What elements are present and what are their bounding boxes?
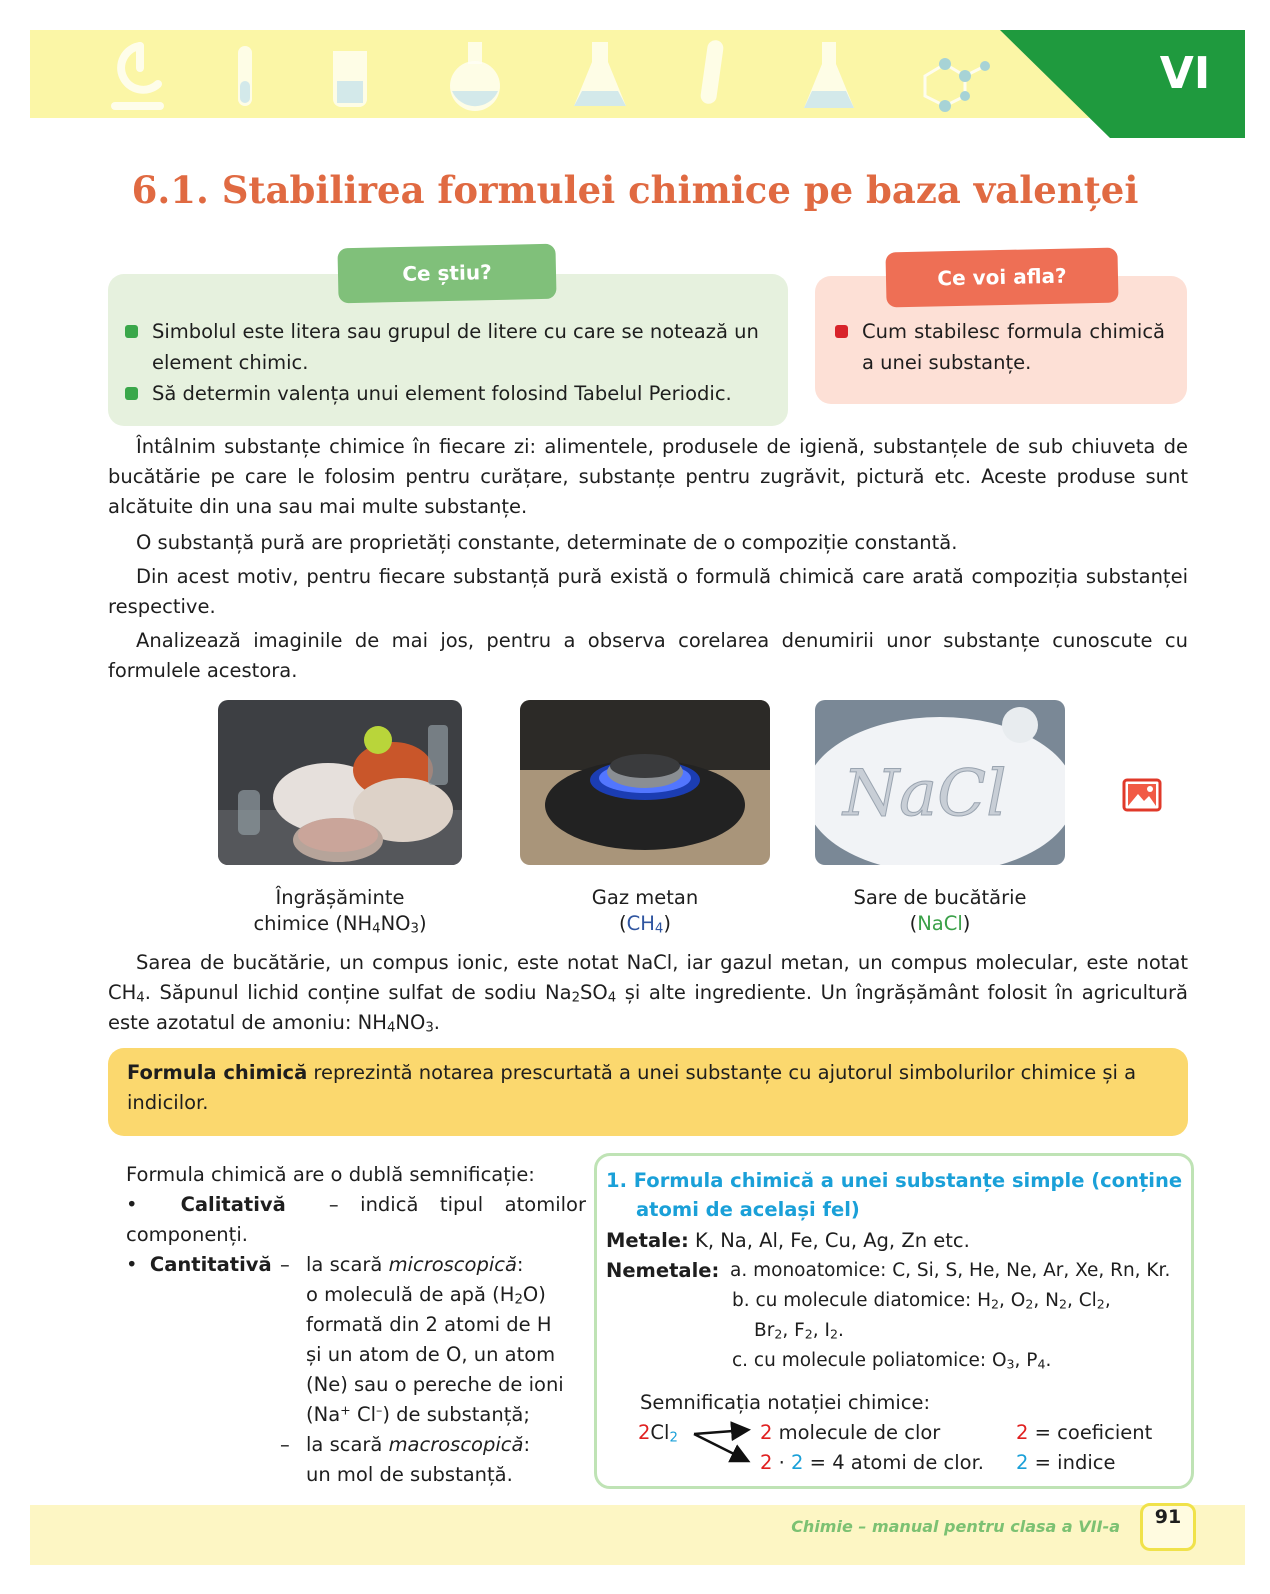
conical-flask-icon [570, 36, 630, 116]
image-gallery-icon[interactable] [1122, 778, 1162, 812]
metals-line: Metale: K, Na, Al, Fe, Cu, Ag, Zn etc. [606, 1229, 970, 1252]
index-legend: 2 = indice [1016, 1451, 1116, 1474]
nonmetals-polyatomic: c. cu molecule poliatomice: $O_3$, $P_4$. [732, 1350, 1052, 1372]
paragraph: Analizează imaginile de mai jos, pentru a observa corelarea denumirii unor substanțe cunoscute cu formulele acestora. [108, 629, 1188, 682]
beaker-icon [325, 36, 375, 116]
green-bullet-icon [125, 325, 138, 338]
photo-caption-methane: Gaz metan $(CH_4)$ [591, 886, 699, 937]
gas-stove-photo [520, 700, 770, 865]
green-bullet-icon [125, 387, 138, 400]
formula-box-heading: 1. Formula chimică a unei substanțe simple (conține atomi de același fel) [606, 1169, 1183, 1221]
table-salt-photo [815, 700, 1065, 865]
nonmetals-label: Nemetale: [606, 1259, 720, 1282]
page-number: 91 [1140, 1503, 1196, 1551]
round-flask-icon [440, 36, 510, 116]
notation-title: Semnificația notației chimice: [640, 1391, 931, 1414]
know-item: Să determin valența unui element folosind Tabelul Periodic. [125, 378, 785, 409]
macroscopic-item: la scară macroscopică: un mol de substanță. [306, 1433, 531, 1486]
molecule-icon [915, 36, 995, 116]
definition-text: Formula chimică reprezintă notarea prescurtată a unei substanțe cu ajutorul simbolurilor chimice și a indicilor. [127, 1061, 1137, 1114]
coefficient-legend: 2 = coeficient [1016, 1421, 1153, 1444]
notation-example: $2Cl_2$ [638, 1421, 678, 1446]
qualitative-item: • Calitativă – indică tipul atomilor componenți. [126, 1193, 586, 1246]
learn-item: Cum stabilesc formula chimică a unei substanțe. [835, 316, 1165, 378]
erlenmeyer-icon [800, 36, 860, 116]
red-bullet-icon [835, 325, 848, 338]
book-title: Chimie – manual pentru clasa a VII-a [791, 1517, 1120, 1536]
quantitative-label: • Cantitativă [126, 1253, 272, 1276]
significance-intro: Formula chimică are o dublă semnificație: [126, 1163, 535, 1186]
fertilizer-photo [218, 700, 462, 865]
page-title: 6.1. Stabilirea formulei chimice pe baza valenței [131, 168, 1139, 212]
nonmetals-diatomic: b. cu molecule diatomice: $H_2$, $O_2$, $N_2$, $Cl_2$, $Br_2$, $F_2$, $I_2$. [732, 1290, 1111, 1342]
intro-paragraph: Întâlnim substanțe chimice în fiecare zi: alimentele, produsele de igienă, substanțele de sub chiuveta de bucătărie pe care le folosim pentru curățare, substanțe pentru zugrăvit, pictură etc. Aceste produse sunt alcătuite din una sau mai multe substanțe. [108, 435, 1188, 518]
notation-atoms: 2 · 2 = 4 atomi de clor. [760, 1451, 985, 1474]
notation-arrows [690, 1420, 760, 1470]
photo-caption-salt: Sare de bucătărie (NaCl) [853, 886, 1027, 935]
what-i-learn-label: Ce voi afla? [885, 248, 1118, 308]
notation-molecules: 2 molecule de clor [760, 1421, 941, 1444]
chapter-number: VI [1159, 48, 1211, 99]
photo-salt-writing: NaCl [843, 757, 1007, 831]
nonmetals-monoatomic: a. monoatomice: C, Si, S, He, Ne, Ar, Xe, Rn, Kr. [730, 1260, 1171, 1281]
what-i-know-label: Ce știu? [337, 244, 556, 304]
thermometer-icon [690, 36, 730, 116]
photo-caption-fertilizer: Îngrășăminte chimice $(NH_4NO_3)$ [253, 886, 427, 937]
compounds-paragraph: Sarea de bucătărie, un compus ionic, este notat NaCl, iar gazul metan, un compus molecular, este notat $CH_4$. Săpunul lichid conține sulfat de sodiu $Na_2SO_4$ și alte ingrediente. Un îngrășământ folosit în agricultură este azotatul de amoniu: $NH_4NO_3$. [108, 951, 1188, 1036]
test-tube-icon [230, 36, 260, 116]
microscope-icon [100, 36, 170, 116]
microscopic-item: la scară microscopică: o moleculă de apă $(H_2O)$ formată din 2 atomi de H și un atom de O, un atom (Ne) sau o pereche de ioni (Na+ Cl–) de substanță; [306, 1253, 564, 1426]
paragraph: Din acest motiv, pentru fiecare substanță pură există o formulă chimică care arată compoziția substanței respective. [108, 565, 1188, 618]
paragraph: O substanță pură are proprietăți constante, determinate de o compoziție constantă. [136, 531, 958, 554]
know-item: Simbolul este litera sau grupul de litere cu care se notează un element chimic. [125, 316, 770, 378]
